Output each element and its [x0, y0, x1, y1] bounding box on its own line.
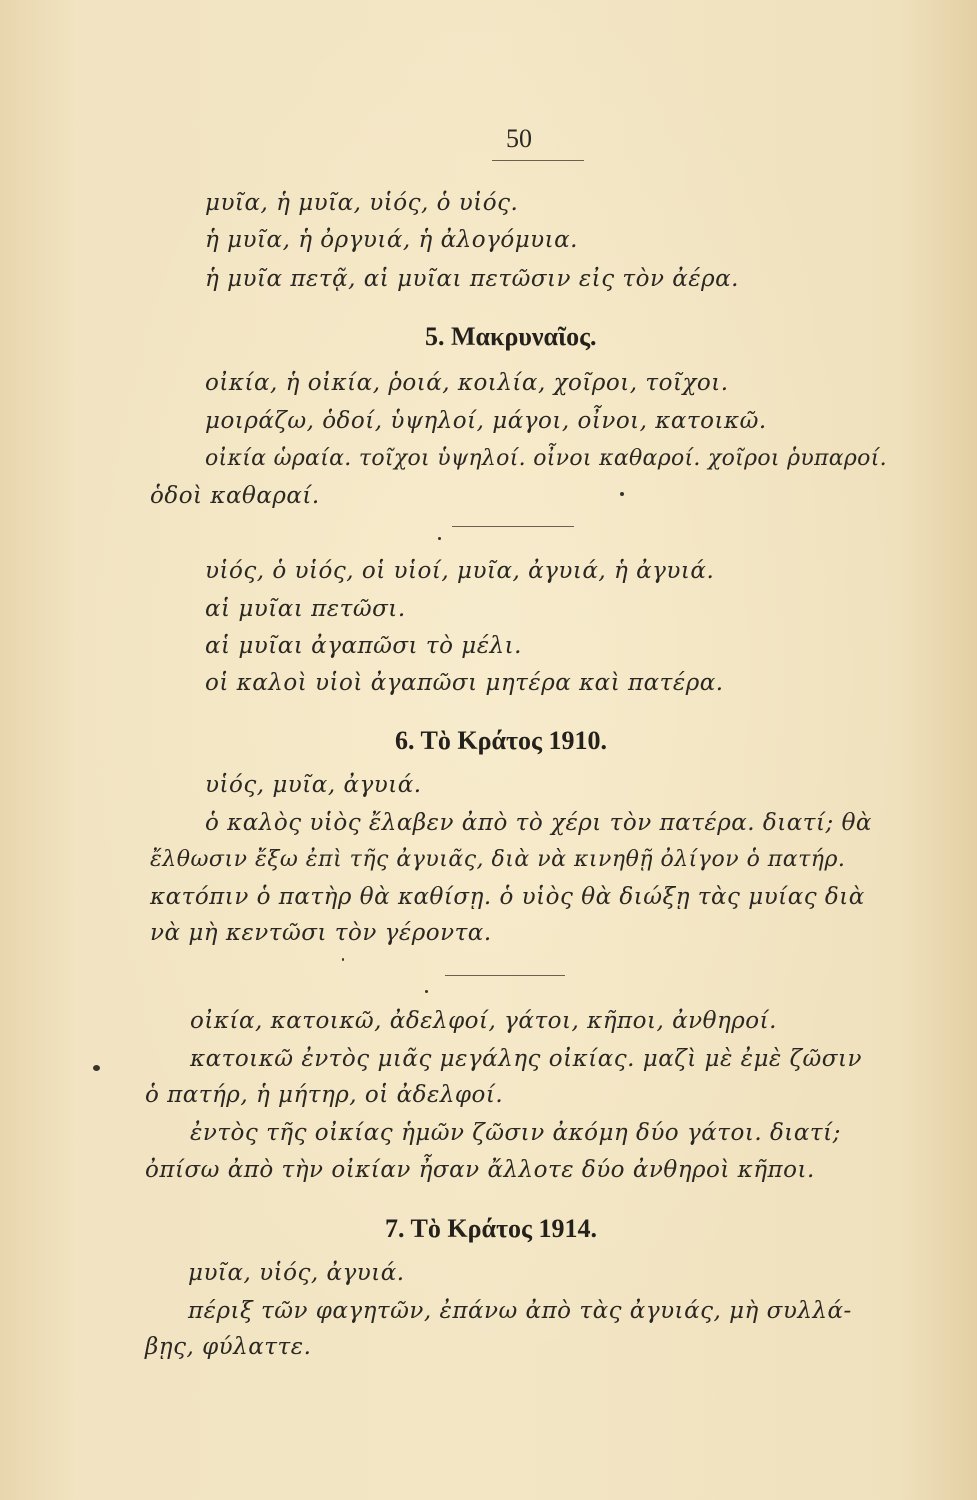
text-line: μοιράζω, ὁδοί, ὑψηλοί, μάγοι, οἶνοι, κατοικῶ. [205, 408, 767, 434]
divider-rule [445, 975, 565, 976]
page-number: 50 [506, 124, 532, 153]
text-line: ὁδοὶ καθαραί. [150, 483, 320, 509]
section-heading: 7. Τὸ Κράτος 1914. [385, 1214, 597, 1243]
text-line: υἱός, ὁ υἱός, οἱ υἱοί, μυῖα, ἀγυιά, ἡ ἀγυιά. [205, 558, 715, 584]
text-line: κατόπιν ὁ πατὴρ θὰ καθίσῃ. ὁ υἱὸς θὰ διώξῃ τὰς μυίας διὰ [150, 884, 865, 910]
text-line: νὰ μὴ κεντῶσι τὸν γέροντα. [150, 920, 492, 946]
text-line: ἐντὸς τῆς οἰκίας ἡμῶν ζῶσιν ἀκόμη δύο γάτοι. διατί; [190, 1120, 841, 1146]
text-line: ὀπίσω ἀπὸ τὴν οἰκίαν ἦσαν ἄλλοτε δύο ἀνθηροὶ κῆποι. [145, 1157, 815, 1183]
text-line: αἱ μυῖαι ἀγαπῶσι τὸ μέλι. [205, 633, 522, 659]
header-rule [492, 160, 584, 161]
text-line: οἰκία, κατοικῶ, ἀδελφοί, γάτοι, κῆποι, ἀνθηροί. [190, 1008, 777, 1034]
text-line: υἱός, μυῖα, ἀγυιά. [205, 772, 422, 798]
ink-speck [93, 1065, 100, 1071]
text-line: μυῖα, υἱός, ἀγυιά. [188, 1260, 405, 1286]
text-line: πέριξ τῶν φαγητῶν, ἐπάνω ἀπὸ τὰς ἀγυιάς, μὴ συλλά- [188, 1298, 852, 1324]
text-line: ἡ μυῖα πετᾷ, αἱ μυῖαι πετῶσιν εἰς τὸν ἀέρα. [205, 266, 739, 292]
ink-speck [438, 537, 441, 540]
ink-speck [425, 990, 428, 993]
text-line: κατοικῶ ἐντὸς μιᾶς μεγάλης οἰκίας. μαζὶ μὲ ἐμὲ ζῶσιν [190, 1046, 862, 1072]
ink-speck [620, 492, 624, 496]
text-line: οἰκία, ἡ οἰκία, ῥοιά, κοιλία, χοῖροι, τοῖχοι. [205, 370, 729, 396]
text-line: ἔλθωσιν ἔξω ἐπὶ τῆς ἀγυιᾶς, διὰ νὰ κινηθῇ ὀλίγον ὁ πατήρ. [150, 847, 846, 872]
section-heading: 6. Τὸ Κράτος 1910. [395, 726, 607, 755]
text-line: μυῖα, ἡ μυῖα, υἱός, ὁ υἱός. [205, 190, 519, 216]
ink-speck [342, 958, 344, 961]
text-line: βῃς, φύλαττε. [145, 1334, 312, 1360]
divider-rule [452, 526, 574, 527]
text-line: οἱ καλοὶ υἱοὶ ἀγαπῶσι μητέρα καὶ πατέρα. [205, 670, 724, 696]
text-line: οἰκία ὡραία. τοῖχοι ὑψηλοί. οἶνοι καθαροί. χοῖροι ῥυπαροί. [205, 446, 887, 471]
text-line: ὁ πατήρ, ἡ μήτηρ, οἱ ἀδελφοί. [145, 1082, 504, 1108]
text-line: αἱ μυῖαι πετῶσι. [205, 596, 406, 622]
text-line: ὁ καλὸς υἱὸς ἔλαβεν ἀπὸ τὸ χέρι τὸν πατέρα. διατί; θὰ [205, 810, 872, 836]
text-line: ἡ μυῖα, ἡ ὀργυιά, ἡ ἀλογόμυια. [205, 227, 578, 253]
section-heading: 5. Μακρυναῖος. [425, 322, 597, 351]
